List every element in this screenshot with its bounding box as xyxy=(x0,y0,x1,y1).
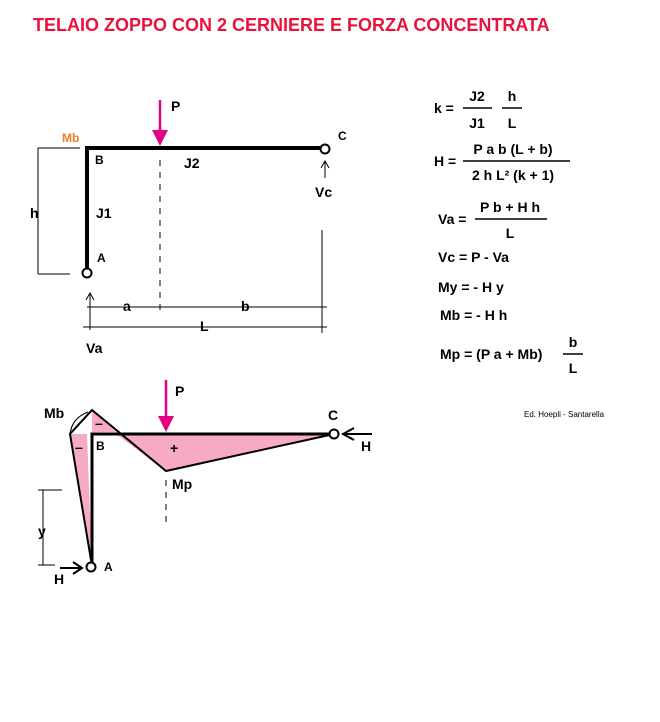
reaction-vc-label: Vc xyxy=(315,184,333,200)
formula-mp-den: L xyxy=(568,360,578,376)
load-p-arrowhead xyxy=(152,130,168,146)
moment-h-right-label: H xyxy=(361,438,372,454)
moment-hinge-c xyxy=(330,430,339,439)
formula-k-den1: J1 xyxy=(469,115,485,131)
load-p-label: P xyxy=(171,98,181,114)
formula-mp-num: b xyxy=(568,334,578,350)
moment-c-label: C xyxy=(328,407,339,423)
moment-p-label: P xyxy=(175,383,185,399)
moment-diagram xyxy=(38,380,372,587)
formula-va-num: P b + H h xyxy=(479,199,541,215)
formula-k-num1: J2 xyxy=(469,88,485,104)
beam-minus-sign: – xyxy=(95,415,103,431)
formula-my: My = - H y xyxy=(438,279,504,295)
hinge-c xyxy=(321,145,330,154)
formula-mb: Mb = - H h xyxy=(440,307,508,323)
moment-mb-label: Mb xyxy=(44,405,65,421)
formula-k-num2: h xyxy=(507,88,517,104)
reaction-va-label: Va xyxy=(86,340,103,356)
formula-va-den: L xyxy=(505,225,515,241)
dim-l-label: L xyxy=(200,318,209,334)
formula-vc: Vc = P - Va xyxy=(438,249,509,265)
dim-a-label: a xyxy=(123,298,131,314)
moment-y-label: y xyxy=(38,523,46,539)
height-h-label: h xyxy=(30,205,39,221)
moment-hinge-a xyxy=(87,563,96,572)
node-c-label: C xyxy=(338,129,347,143)
hinge-a xyxy=(83,269,92,278)
node-a-label: A xyxy=(97,251,106,265)
formula-k-den2: L xyxy=(507,115,517,131)
mb-label: Mb xyxy=(62,131,80,145)
column-minus-sign: – xyxy=(75,439,83,455)
beam-plus-sign: + xyxy=(170,440,179,456)
page-title: TELAIO ZOPPO CON 2 CERNIERE E FORZA CONCENTRATA xyxy=(33,15,550,35)
moment-h-left-label: H xyxy=(54,571,65,587)
formula-h-num: P a b (L + b) xyxy=(473,141,553,157)
node-b-label: B xyxy=(95,153,104,167)
beam-j2-label: J2 xyxy=(184,155,200,171)
formulas xyxy=(434,88,605,419)
dim-b-label: b xyxy=(241,298,250,314)
formula-h-den: 2 h L² (k + 1) xyxy=(471,167,555,183)
moment-load-p-arrowhead xyxy=(158,416,174,432)
frame-members xyxy=(87,148,325,272)
credit-text: Ed. Hoepli - Santarella xyxy=(524,410,605,419)
moment-b-label: B xyxy=(96,439,105,453)
column-j1-label: J1 xyxy=(96,205,112,221)
frame-scheme xyxy=(30,98,347,356)
moment-a-label: A xyxy=(104,560,113,574)
formula-h-lhs: H = xyxy=(434,153,457,169)
moment-mp-label: Mp xyxy=(172,476,193,492)
formula-k-lhs: k = xyxy=(434,100,454,116)
formula-mp-lhs: Mp = (P a + Mb) xyxy=(440,346,543,362)
beam-positive-fill xyxy=(116,434,334,471)
formula-va-lhs: Va = xyxy=(438,211,467,227)
